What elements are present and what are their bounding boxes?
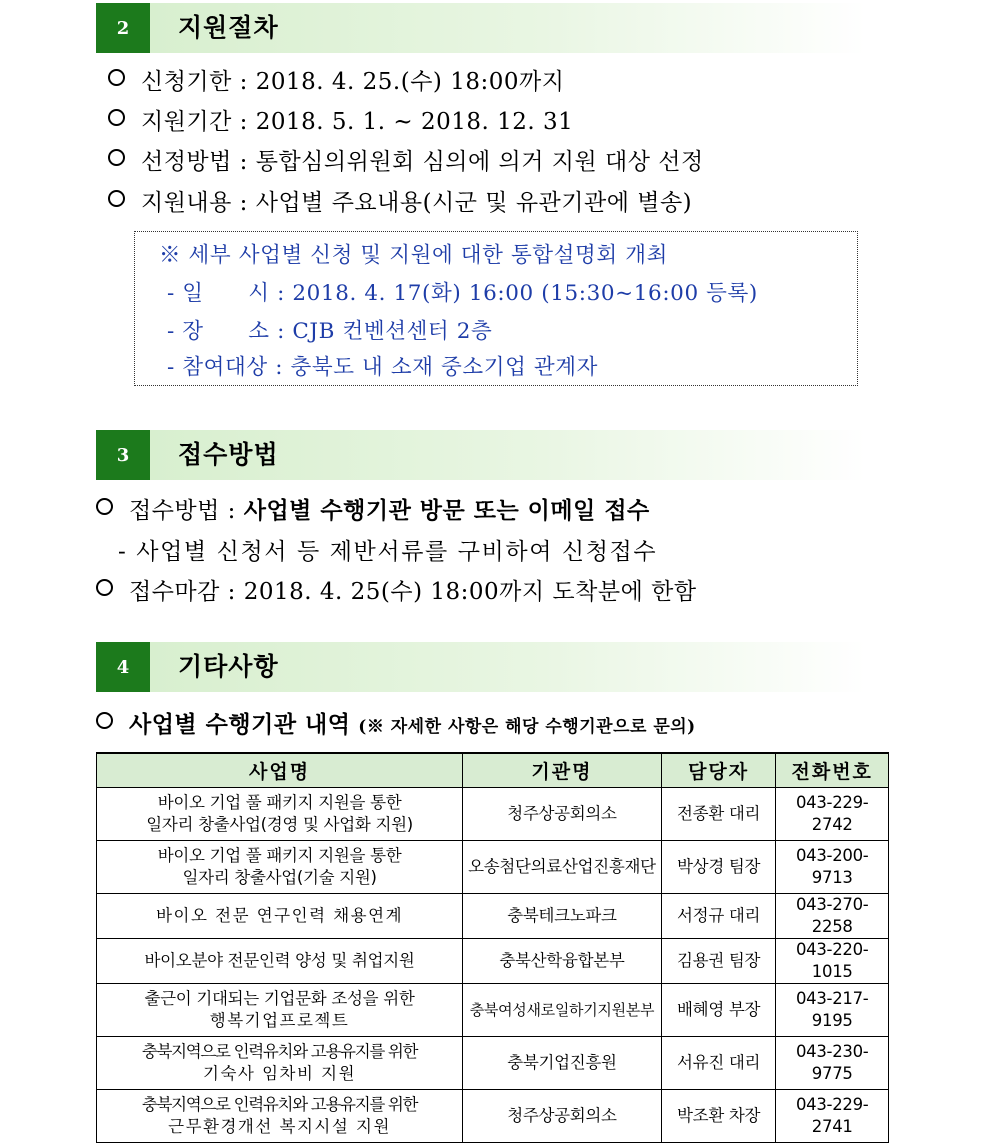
- table-row: [97, 1090, 889, 1143]
- circle-bullet-icon: [108, 109, 125, 126]
- phone-cell: 043-229-2741: [776, 1090, 889, 1143]
- agency-cell: 오송첨단의료산업진흥재단: [463, 841, 662, 894]
- selection-method-item: 선정방법 : 통합심의위원회 심의에 의거 지원 대상 선정: [108, 143, 704, 176]
- receipt-method-item: 접수방법 : 사업별 수행기관 방문 또는 이메일 접수: [96, 492, 650, 525]
- table-row: [97, 984, 889, 1037]
- project-cell: 바이오 기업 풀 패키지 지원을 통한 일자리 창출사업(기술 지원): [97, 841, 463, 894]
- project-cell: 충북지역으로 인력유치와 고용유지를 위한 기숙사 임차비 지원: [97, 1037, 463, 1090]
- header-agency: 기관명: [463, 753, 662, 788]
- phone-cell: 043-230-9775: [776, 1037, 889, 1090]
- header-project: 사업명: [97, 753, 463, 788]
- table-row: [97, 788, 889, 841]
- item-value: 2018. 4. 25(수) 18:00까지 도착분에 한함: [243, 579, 697, 605]
- section-4-title: 기타사항: [178, 652, 279, 681]
- receipt-method-subitem: - 사업별 신청서 등 제반서류를 구비하여 신청접수: [118, 539, 658, 565]
- table-row: [97, 841, 889, 894]
- contact-cell: 서유진 대리: [661, 1037, 776, 1090]
- phone-cell: 043-220-1015: [776, 939, 889, 984]
- item-value: 2018. 4. 25.(수) 18:00까지: [255, 69, 565, 95]
- item-label: 지원기간: [141, 109, 232, 135]
- contact-cell: 서정규 대리: [661, 894, 776, 939]
- circle-bullet-icon: [108, 190, 125, 207]
- section-2-header: [96, 3, 866, 53]
- agency-table: [96, 752, 889, 1143]
- table-header-row: [97, 753, 889, 788]
- section-2-number: 2: [96, 3, 150, 53]
- section-2-title: 지원절차: [178, 13, 279, 42]
- item-value: 통합심의위원회 심의에 의거 지원 대상 선정: [255, 149, 704, 175]
- agency-cell: 청주상공회의소: [463, 1090, 662, 1143]
- agency-cell: 충북테크노파크: [463, 894, 662, 939]
- section-3-title: 접수방법: [178, 440, 279, 469]
- support-content-item: 지원내용 : 사업별 주요내용(시군 및 유관기관에 별송): [108, 184, 692, 217]
- item-label: 신청기한: [141, 69, 232, 95]
- item-label: 접수마감: [129, 579, 220, 605]
- project-cell: 바이오 전문 연구인력 채용연계: [97, 894, 463, 939]
- project-cell: 충북지역으로 인력유치와 고용유지를 위한 근무환경개선 복지시설 지원: [97, 1090, 463, 1143]
- header-contact: 담당자: [661, 753, 776, 788]
- agency-list-heading: [96, 706, 696, 739]
- phone-cell: 043-217-9195: [776, 984, 889, 1037]
- circle-bullet-icon: [96, 498, 113, 515]
- phone-cell: 043-270-2258: [776, 894, 889, 939]
- circle-bullet-icon: [108, 69, 125, 86]
- table-row: [97, 1037, 889, 1090]
- circle-bullet-icon: [96, 712, 113, 729]
- support-period-item: 지원기간 : 2018. 5. 1. ~ 2018. 12. 31: [108, 103, 573, 136]
- apply-deadline-item: 신청기한 : 2018. 4. 25.(수) 18:00까지: [108, 63, 564, 96]
- header-phone: 전화번호: [776, 753, 889, 788]
- item-label: 선정방법: [141, 149, 232, 175]
- item-value: 2018. 5. 1. ~ 2018. 12. 31: [255, 109, 574, 135]
- item-label: 접수방법: [129, 498, 220, 524]
- notice-audience: - 참여대상 : 충북도 내 소재 중소기업 관계자: [167, 355, 599, 380]
- heading-note: (※ 자세한 사항은 해당 수행기관으로 문의): [358, 717, 696, 737]
- section-4-number: 4: [96, 642, 150, 692]
- contact-cell: 김용권 팀장: [661, 939, 776, 984]
- project-cell: 출근이 기대되는 기업문화 조성을 위한 행복기업프로젝트: [97, 984, 463, 1037]
- phone-cell: 043-200-9713: [776, 841, 889, 894]
- notice-date: - 일 시 : 2018. 4. 17(화) 16:00 (15:30~16:00 등록): [167, 281, 758, 306]
- contact-cell: 배혜영 부장: [661, 984, 776, 1037]
- table-row: [97, 894, 889, 939]
- circle-bullet-icon: [96, 579, 113, 596]
- contact-cell: 박상경 팀장: [661, 841, 776, 894]
- notice-place: - 장 소 : CJB 컨벤션센터 2층: [167, 319, 493, 344]
- project-cell: 바이오 기업 풀 패키지 지원을 통한 일자리 창출사업(경영 및 사업화 지원): [97, 788, 463, 841]
- receipt-deadline-item: 접수마감 : 2018. 4. 25(수) 18:00까지 도착분에 한함: [96, 573, 697, 606]
- section-3-header: [96, 430, 866, 480]
- item-value: 사업별 수행기관 방문 또는 이메일 접수: [243, 497, 650, 524]
- section-4-header: [96, 642, 866, 692]
- heading-text: 사업별 수행기관 내역: [129, 711, 351, 738]
- agency-cell: 충북여성새로일하기지원본부: [463, 984, 662, 1037]
- item-value: 사업별 주요내용(시군 및 유관기관에 별송): [255, 190, 693, 216]
- table-row: [97, 939, 889, 984]
- agency-cell: 충북기업진흥원: [463, 1037, 662, 1090]
- agency-cell: 청주상공회의소: [463, 788, 662, 841]
- contact-cell: 박조환 차장: [661, 1090, 776, 1143]
- agency-cell: 충북산학융합본부: [463, 939, 662, 984]
- circle-bullet-icon: [108, 149, 125, 166]
- project-cell: 바이오분야 전문인력 양성 및 취업지원: [97, 939, 463, 984]
- phone-cell: 043-229-2742: [776, 788, 889, 841]
- briefing-notice-box: [134, 231, 858, 386]
- section-3-number: 3: [96, 430, 150, 480]
- contact-cell: 전종환 대리: [661, 788, 776, 841]
- notice-title: ※ 세부 사업별 신청 및 지원에 대한 통합설명회 개최: [159, 243, 668, 268]
- item-label: 지원내용: [141, 190, 232, 216]
